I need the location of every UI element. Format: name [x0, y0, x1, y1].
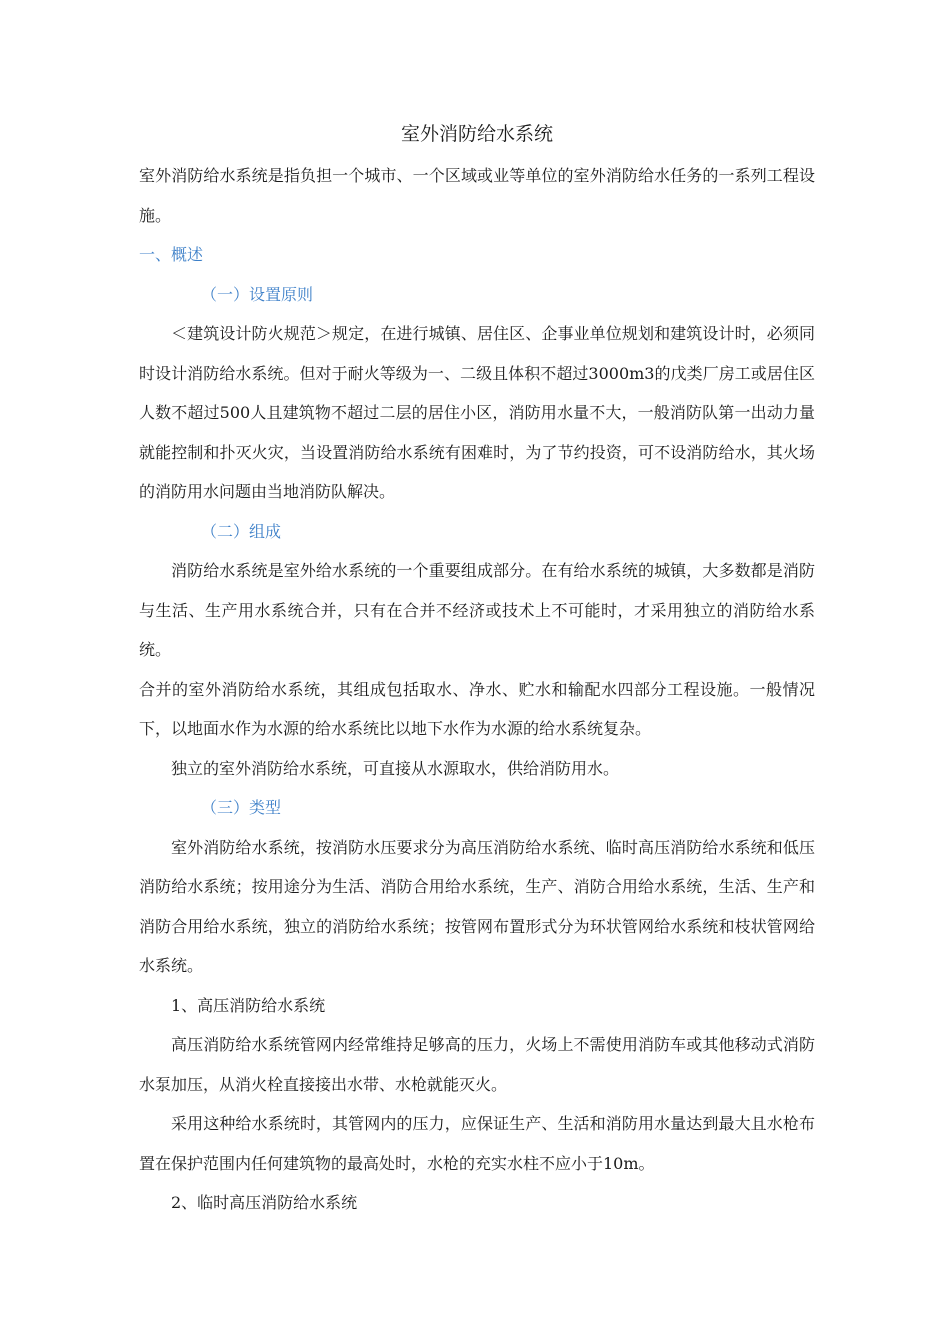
- composition-paragraph-3: 独立的室外消防给水系统，可直接从水源取水，供给消防用水。: [171, 758, 620, 778]
- item-heading-high-pressure: 1、高压消防给水系统: [171, 995, 326, 1015]
- document-body: [139, 118, 815, 1223]
- high-pressure-paragraph-2: 采用这种给水系统时，其管网内的压力，应保证生产、生活和消防用水量达到最大且水枪布置在保护范围内任何建筑物的最高处时，水枪的充实水柱不应小于10m。: [139, 1114, 815, 1173]
- section-heading-overview: 一、概述: [139, 245, 204, 264]
- high-pressure-paragraph-1: 高压消防给水系统管网内经常维持足够高的压力，火场上不需使用消防车或其他移动式消防水泵加压，从消火栓直接接出水带、水枪就能灭火。: [139, 1035, 815, 1094]
- composition-paragraph-2: 合并的室外消防给水系统，其组成包括取水、净水、贮水和输配水四部分工程设施。一般情况下，以地面水作为水源的给水系统比以地下水作为水源的给水系统复杂。: [139, 679, 815, 738]
- page-title: 室外消防给水系统: [400, 123, 553, 145]
- subsection-heading-principles: （一）设置原则: [201, 284, 314, 304]
- subsection-heading-types: （三）类型: [201, 798, 282, 817]
- item-heading-temporary-high-pressure: 2、临时高压消防给水系统: [171, 1193, 358, 1212]
- intro-paragraph: 室外消防给水系统是指负担一个城市、一个区域或业等单位的室外消防给水任务的一系列工程设施。: [139, 166, 815, 225]
- subsection-heading-composition: （二）组成: [201, 521, 282, 541]
- types-paragraph: 室外消防给水系统，按消防水压要求分为高压消防给水系统、临时高压消防给水系统和低压消防给水系统；按用途分为生活、消防合用给水系统，生产、消防合用给水系统，生活、生产和消防合用给水系统，独立的消防给水系统；按管网布置形式分为环状管网给水系统和枝状管网给水系统。: [139, 837, 815, 975]
- composition-paragraph-1: 消防给水系统是室外给水系统的一个重要组成部分。在有给水系统的城镇，大多数都是消防与生活、生产用水系统合并，只有在合并不经济或技术上不可能时，才采用独立的消防给水系统。: [139, 561, 815, 659]
- principles-paragraph: ＜建筑设计防火规范＞规定，在进行城镇、居住区、企事业单位规划和建筑设计时，必须同时设计消防给水系统。但对于耐火等级为一、二级且体积不超过3000m3的戊类厂房工或居住区人数不超过500人且建筑物不超过二层的居住小区，消防用水量不大，一般消防队第一出动力量就能控制和扑灭火灾，当设置消防给水系统有困难时，为了节约投资，可不设消防给水，其火场的消防用水问题由当地消防队解决。: [139, 324, 815, 501]
